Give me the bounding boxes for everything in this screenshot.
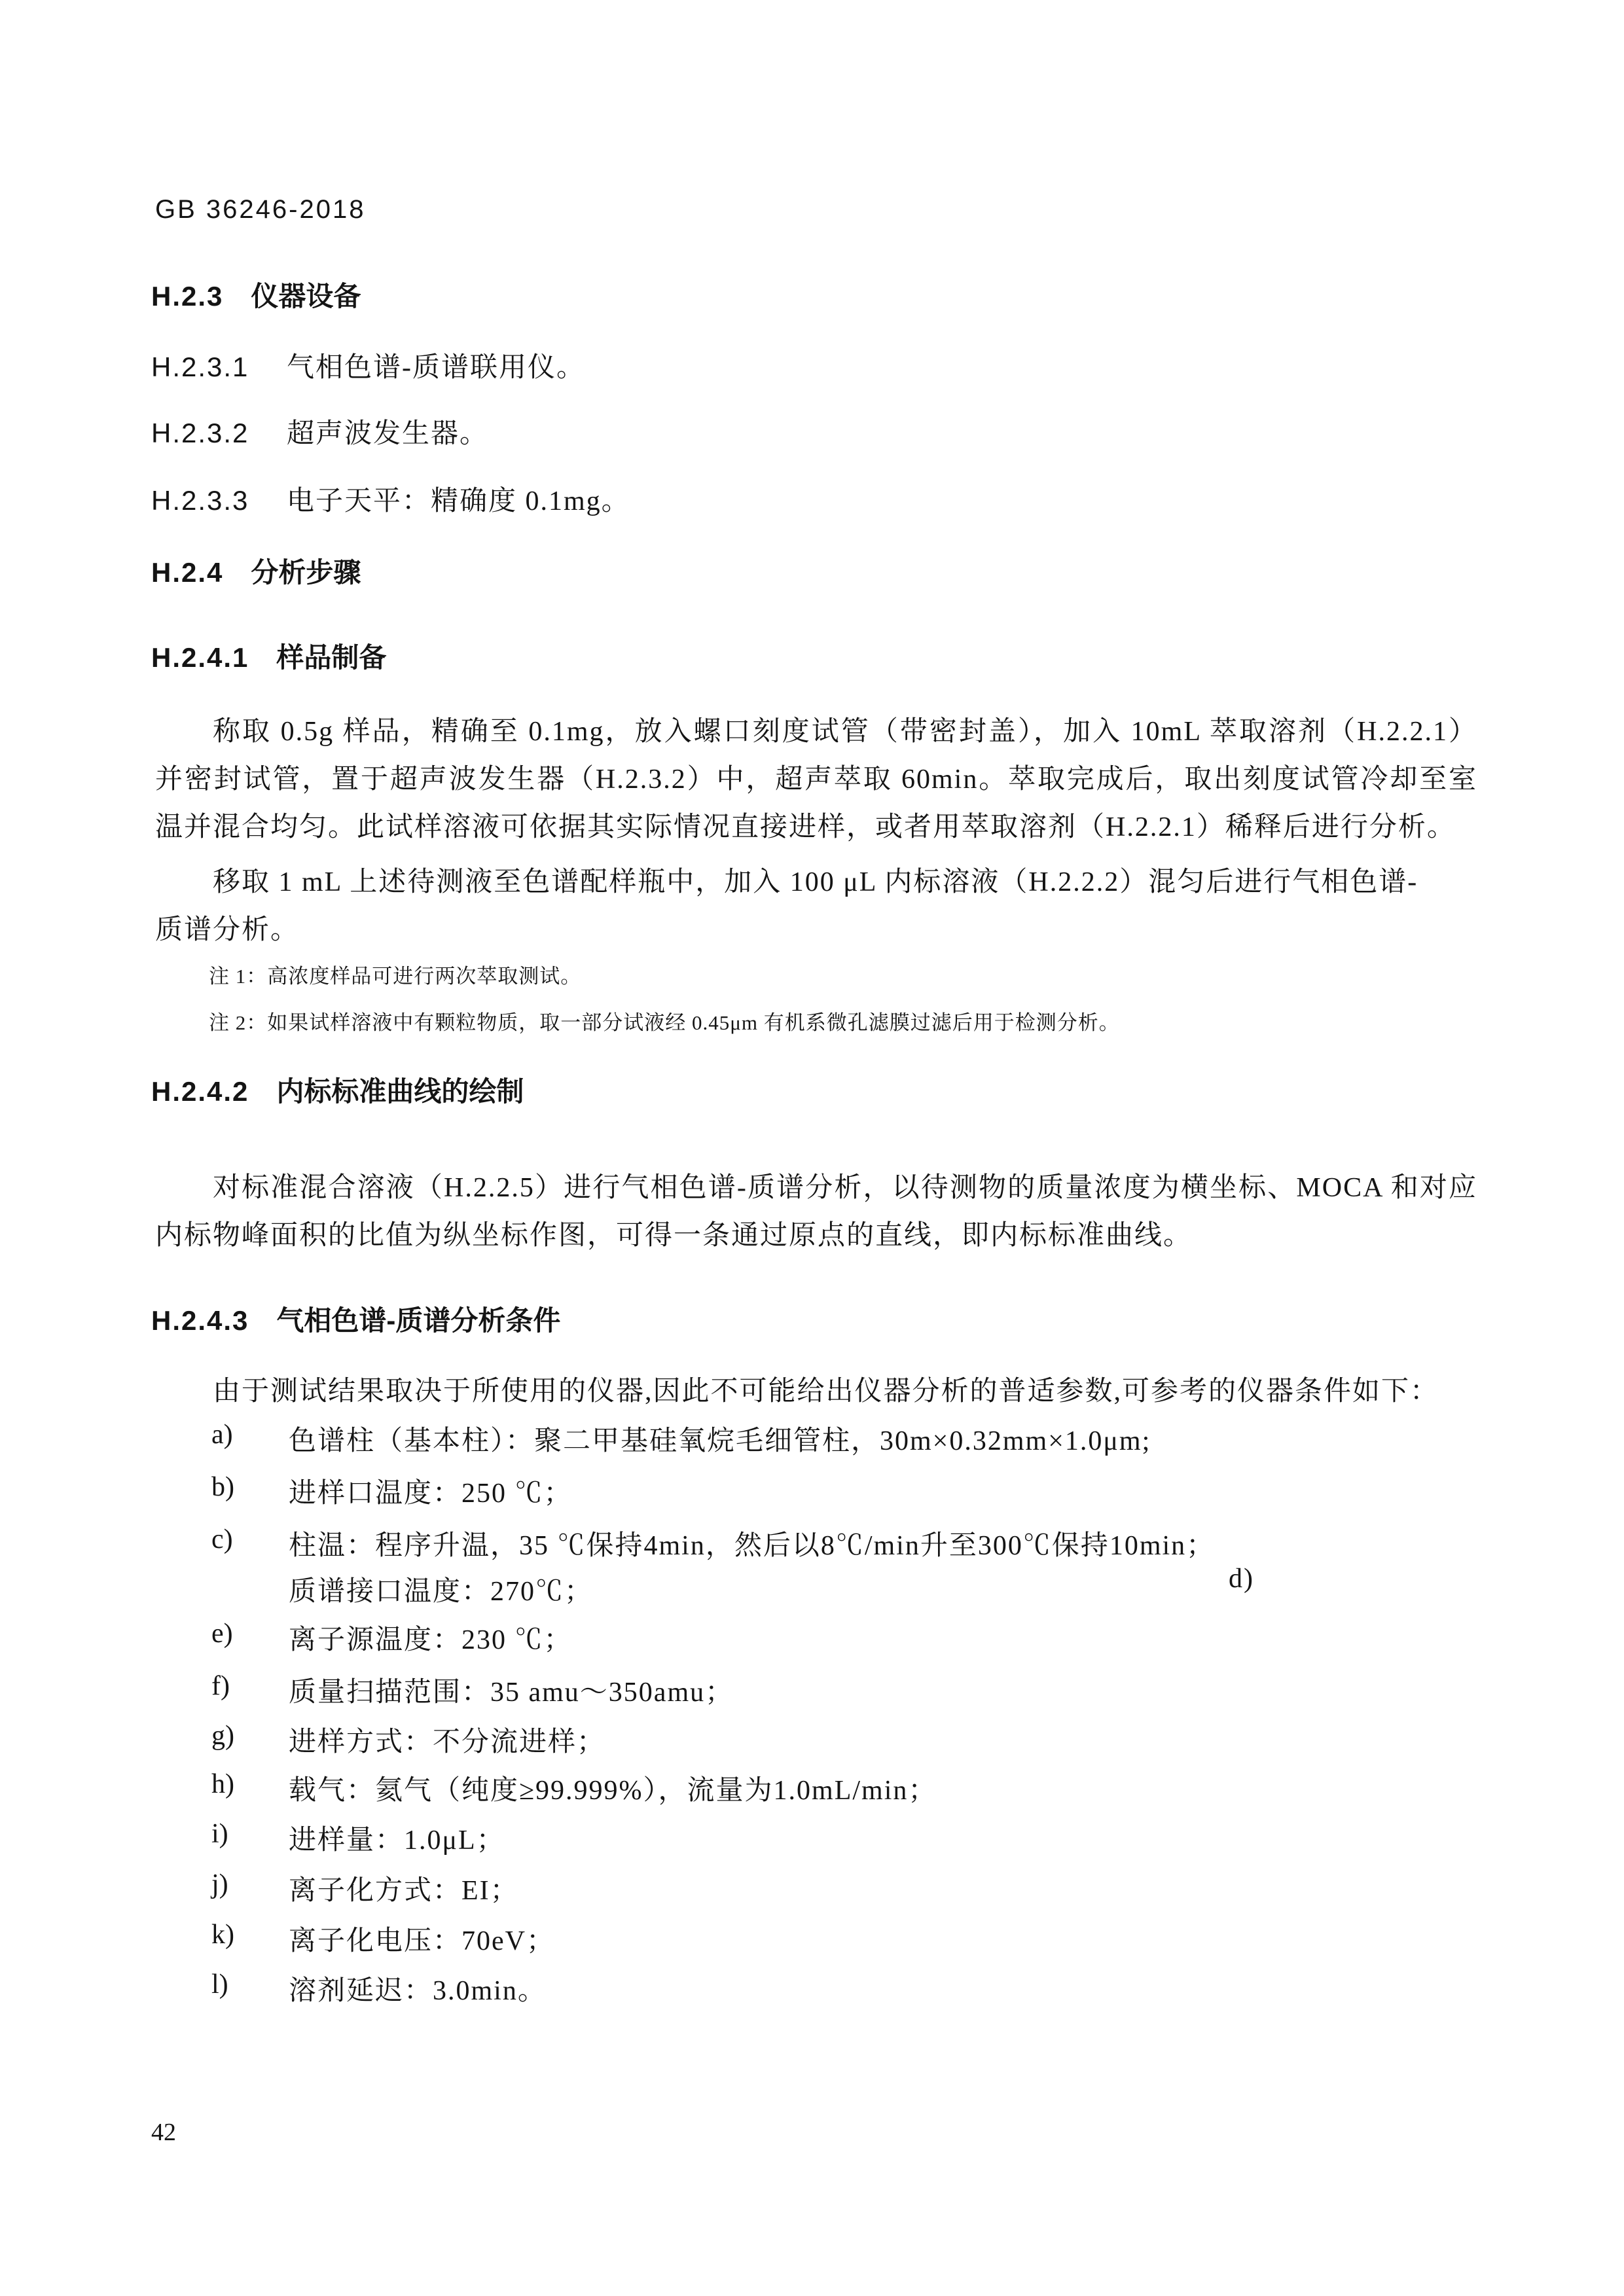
- condition-letter: c): [211, 1524, 233, 1554]
- h241-paragraph-2-line2: 质谱分析。: [155, 915, 300, 945]
- section-number: H.2.4: [151, 557, 224, 588]
- section-number: H.2.3: [151, 281, 224, 312]
- condition-letter: i): [211, 1819, 228, 1849]
- h243-intro: 由于测试结果取决于所使用的仪器,因此不可能给出仪器分析的普适参数,可参考的仪器条件如下：: [213, 1376, 1439, 1407]
- condition-item-i: [155, 1818, 1477, 1857]
- section-number: H.2.4.2: [151, 1076, 249, 1107]
- section-h242-heading: [151, 1070, 524, 1109]
- condition-letter: l): [211, 1969, 228, 2000]
- clause-number: H.2.3.1: [151, 351, 249, 382]
- condition-letter: h): [211, 1769, 234, 1799]
- condition-item-b: [155, 1471, 1477, 1511]
- condition-item-j: [155, 1869, 1477, 1908]
- condition-trailing-label: d): [1229, 1564, 1254, 1594]
- note-2: 注 2：如果试样溶液中有颗粒物质，取一部分试液经 0.45μm 有机系微孔滤膜过滤后用于检测分析。: [209, 1011, 1120, 1034]
- clause-text: 气相色谱-质谱联用仪。: [287, 353, 585, 383]
- condition-text: 进样方式：不分流进样；: [289, 1727, 606, 1757]
- clause-h231: [151, 346, 585, 385]
- section-title: 样品制备: [276, 642, 387, 673]
- section-title: 仪器设备: [251, 281, 361, 312]
- section-h23-heading: [151, 275, 361, 314]
- condition-item-d-continuation: [155, 1570, 1477, 1609]
- section-h241-heading: [151, 636, 386, 675]
- h241-paragraph-1: 称取 0.5g 样品，精确至 0.1mg，放入螺口刻度试管（带密封盖），加入 10mL 萃取溶剂（H.2.2.1）并密封试管，置于超声波发生器（H.2.3.2）中，超声萃取 60min。萃取完成后，取出刻度试管冷却至室温并混合均匀。此试样溶液可依据其实际情况直接进样，或者用萃取溶剂（H.2.2.1）稀释后进行分析。: [155, 717, 1477, 842]
- condition-text: 质量扫描范围：35 amu～350amu；: [289, 1677, 734, 1708]
- clause-text: 电子天平：精确度 0.1mg。: [287, 486, 630, 516]
- section-h24-heading: [151, 551, 361, 590]
- clause-h233: [151, 479, 630, 518]
- condition-text: 质谱接口温度：270℃；: [289, 1577, 594, 1607]
- clause-text: 超声波发生器。: [287, 419, 489, 449]
- h242-paragraph-1: 对标准混合溶液（H.2.2.5）进行气相色谱-质谱分析，以待测物的质量浓度为横坐标、MOCA 和对应内标物峰面积的比值为纵坐标作图，可得一条通过原点的直线，即内标标准曲线。: [155, 1173, 1477, 1251]
- condition-text: 离子化电压：70eV；: [289, 1926, 555, 1956]
- condition-item-f: [155, 1670, 1477, 1710]
- condition-text: 进样量：1.0μL；: [289, 1825, 505, 1856]
- condition-item-a: [155, 1419, 1477, 1458]
- clause-h232: [151, 412, 488, 451]
- condition-letter: g): [211, 1721, 234, 1751]
- section-number: H.2.4.1: [151, 642, 249, 673]
- section-title: 分析步骤: [251, 557, 361, 588]
- condition-text: 进样口温度：250 ℃；: [289, 1479, 573, 1509]
- page-number: 42: [151, 2119, 176, 2146]
- note-1: 注 1：高浓度样品可进行两次萃取测试。: [209, 965, 582, 988]
- condition-letter: a): [211, 1420, 233, 1450]
- condition-item-h: [155, 1768, 1477, 1808]
- section-title: 内标标准曲线的绘制: [276, 1076, 524, 1107]
- section-h243-heading: [151, 1299, 560, 1338]
- condition-text: 离子源温度：230 ℃；: [289, 1625, 573, 1655]
- section-title: 气相色谱-质谱分析条件: [276, 1305, 561, 1336]
- standard-code-header: GB 36246-2018: [155, 195, 366, 224]
- condition-letter: f): [211, 1671, 230, 1701]
- condition-text: 柱温：程序升温，35 ℃保持4min，然后以8℃/min升至300℃保持10min；: [289, 1531, 1216, 1561]
- clause-number: H.2.3.3: [151, 485, 249, 516]
- condition-letter: k): [211, 1920, 234, 1950]
- condition-text: 离子化方式：EI；: [289, 1876, 519, 1906]
- condition-letter: j): [211, 1869, 228, 1899]
- condition-letter: e): [211, 1619, 233, 1649]
- condition-item-e: [155, 1618, 1477, 1657]
- condition-item-k: [155, 1919, 1477, 1958]
- condition-text: 溶剂延迟：3.0min。: [289, 1976, 547, 2006]
- section-number: H.2.4.3: [151, 1305, 249, 1336]
- condition-text: 色谱柱（基本柱）：聚二甲基硅氧烷毛细管柱，30m×0.32mm×1.0μm;: [289, 1426, 1151, 1456]
- condition-text: 载气：氦气（纯度≥99.999%），流量为1.0mL/min；: [289, 1776, 937, 1806]
- clause-number: H.2.3.2: [151, 418, 249, 448]
- condition-item-g: [155, 1720, 1477, 1759]
- h241-paragraph-2-line1: 移取 1 mL 上述待测液至色谱配样瓶中，加入 100 μL 内标溶液（H.2.2.2）混匀后进行气相色谱-: [213, 867, 1418, 897]
- condition-letter: b): [211, 1472, 234, 1502]
- condition-item-l: [155, 1969, 1477, 2008]
